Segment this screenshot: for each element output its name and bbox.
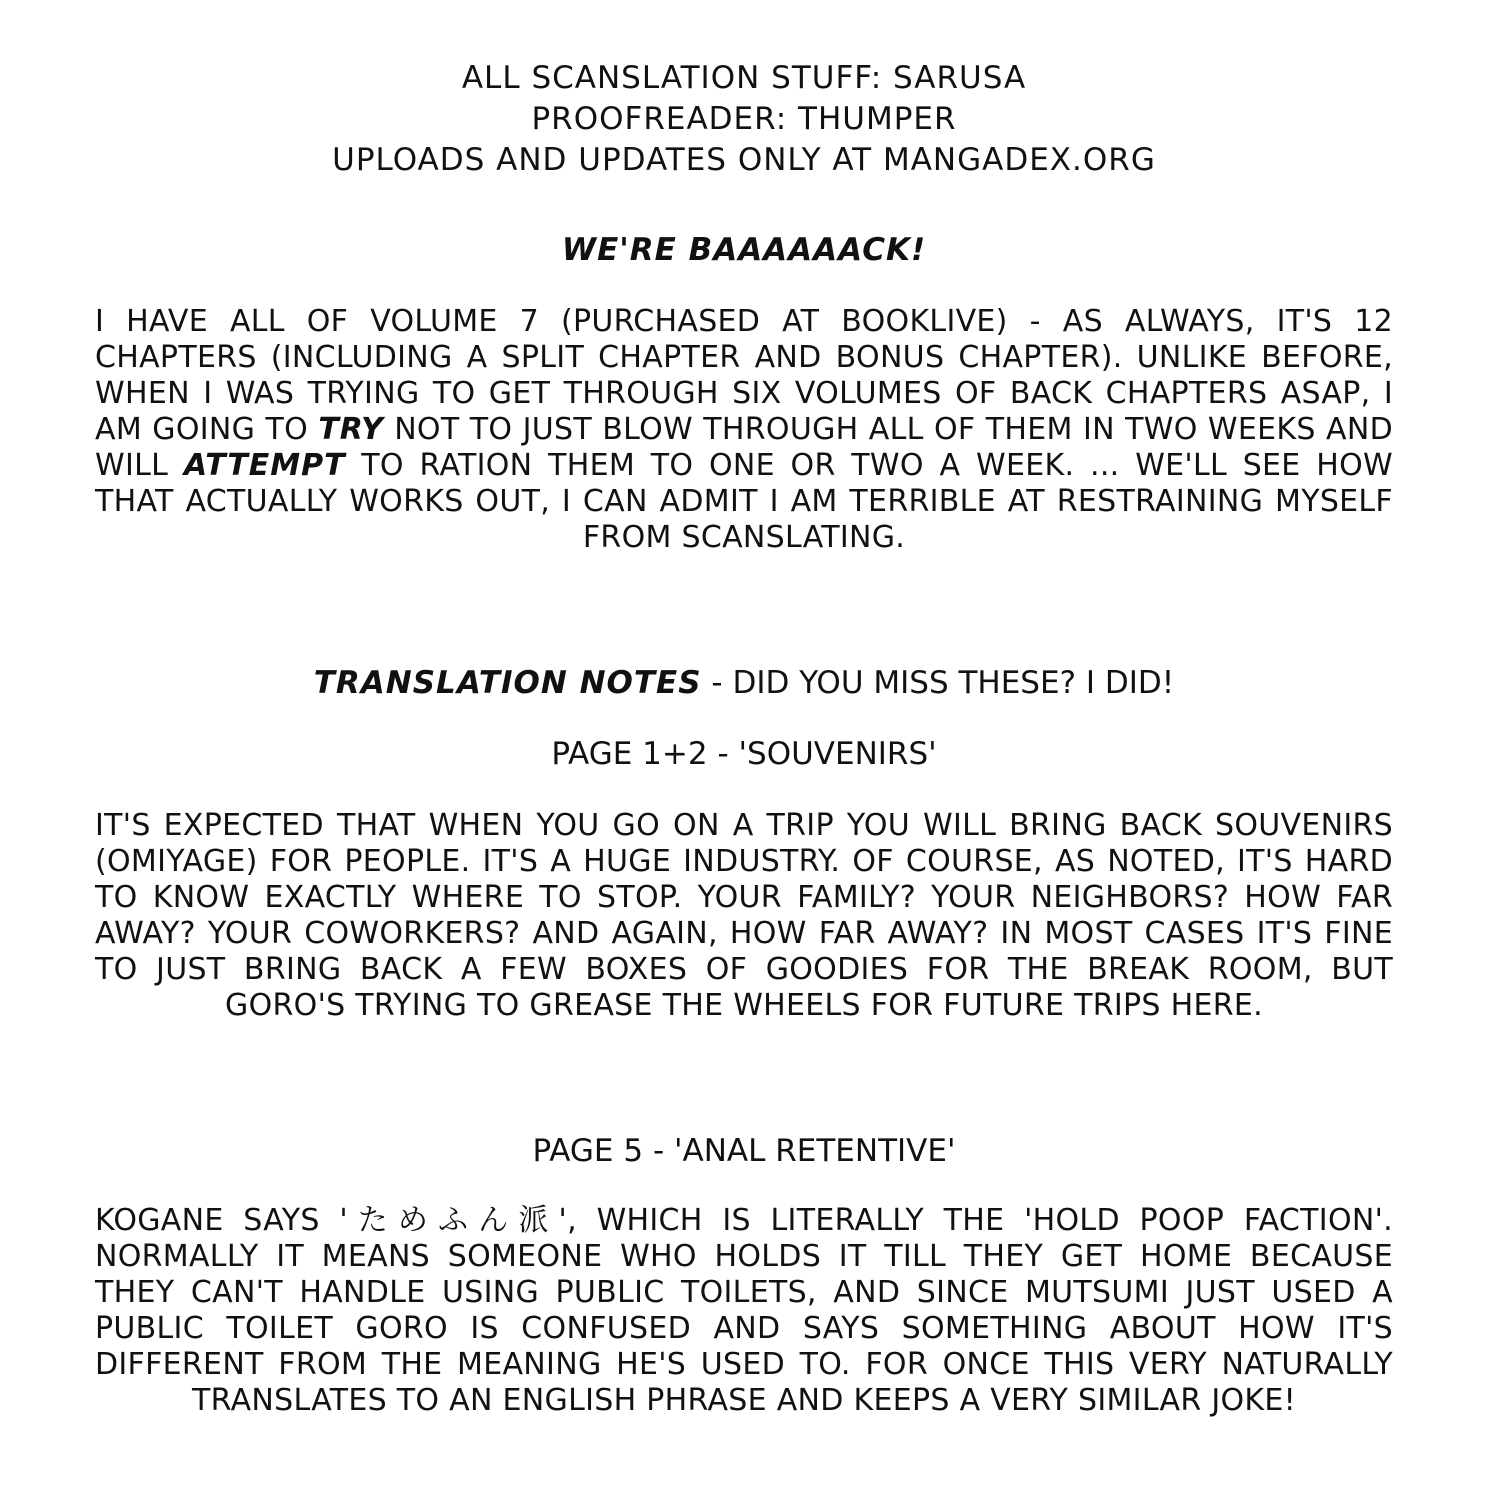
announcement-body-emphasis-try: TRY [318,412,384,447]
announcement-heading [0,230,1488,270]
note1-body: IT'S EXPECTED THAT WHEN YOU GO ON A TRIP YOU WILL BRING BACK SOUVENIRS (OMIYAGE) FOR PEOPLE. IT'S A HUGE INDUSTRY. OF COURSE, AS NOTED, IT'S HARD TO KNOW EXACTLY WHERE TO STOP. YOUR FAMILY? YOUR NEIGHBORS? HOW FAR AWAY? YOUR COWORKERS? AND AGAIN, HOW FAR AWAY? IN MOST CASES IT'S FINE TO JUST BRING BACK A FEW BOXES OF GOODIES FOR THE BREAK ROOM, BUT GORO'S TRYING TO GREASE THE WHEELS FOR FUTURE TRIPS HERE. [95,808,1393,1023]
credits-uploads: UPLOADS AND UPDATES ONLY AT MANGADEX.ORG [332,142,1156,178]
announcement-body-part3: TO RATION THEM TO ONE OR TWO A WEEK. ... WE'LL SEE HOW THAT ACTUALLY WORKS OUT, I CAN ADMIT I AM TERRIBLE AT RESTRAINING MYSELF FROM SCANSLATING. [95,448,1393,555]
credits-proofreader: PROOFREADER: THUMPER [531,101,957,137]
translation-notes-heading [0,663,1488,703]
translation-notes-heading-em: TRANSLATION NOTES [313,665,702,701]
announcement-heading-text: WE'RE BAAAAAACK! [561,232,927,268]
announcement-body-part1: I HAVE ALL OF VOLUME 7 (PURCHASED AT BOOKLIVE) - AS ALWAYS, IT'S 12 CHAPTERS (INCLUDING A SPLIT CHAPTER AND BONUS CHAPTER). UNLIKE BEFORE, WHEN I WAS TRYING TO GET THROUGH SIX VOLUMES OF BACK CHAPTERS ASAP, I AM GOING TO [95,304,1393,447]
credits-block [0,58,1488,181]
note2-body: KOGANE SAYS 'ためふん派', WHICH IS LITERALLY THE 'HOLD POOP FACTION'. NORMALLY IT MEANS SOMEONE WHO HOLDS IT TILL THEY GET HOME BECAUSE THEY CAN'T HANDLE USING PUBLIC TOILETS, AND SINCE MUTSUMI JUST USED A PUBLIC TOILET GORO IS CONFUSED AND SAYS SOMETHING ABOUT HOW IT'S DIFFERENT FROM THE MEANING HE'S USED TO. FOR ONCE THIS VERY NATURALLY TRANSLATES TO AN ENGLISH PHRASE AND KEEPS A VERY SIMILAR JOKE! [95,1203,1393,1418]
announcement-body-emphasis-attempt: ATTEMPT [183,448,346,483]
note1-title: PAGE 1+2 - 'SOUVENIRS' [551,736,937,772]
credits-scanslation: ALL SCANSLATION STUFF: SARUSA [461,60,1027,96]
note2-title: PAGE 5 - 'ANAL RETENTIVE' [532,1133,956,1169]
announcement-body-part2: NOT TO JUST BLOW THROUGH ALL OF THEM IN TWO WEEKS AND WILL [95,412,1393,483]
announcement-body [95,304,1393,556]
translation-notes-heading-rest: - DID YOU MISS THESE? I DID! [701,665,1175,701]
